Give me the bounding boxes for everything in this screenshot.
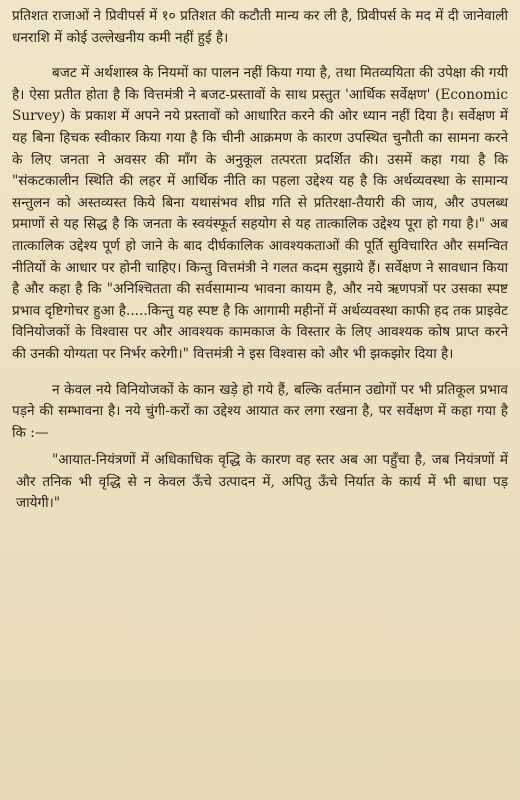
paragraph-privy-purse: प्रतिशत राजाओं ने प्रिवीपर्स में १० प्रतिशत की कटौती मान्य कर ली है, प्रिवीपर्स के मद में दी जानेवाली धनराशि में कोई उल्लेखनीय कमी नहीं हुई है। bbox=[12, 8, 508, 46]
quote-import-controls: "आयात-नियंत्रणों में अधिकाधिक वृद्धि के कारण वह स्तर अब आ पहुँचा है, जब नियंत्रणों में और तनिक भी वृद्धि से न केवल ऊँचे उत्पादन में, अपितु ऊँचे निर्यात के कार्य में भी बाधा पड़ जायेगी।" bbox=[16, 452, 508, 512]
paragraph-budget-critique: बजट में अर्थशास्त्र के नियमों का पालन नहीं किया गया है, तथा मितव्ययिता की उपेक्षा की गयी है। ऐसा प्रतीत होता है कि वित्तमंत्री ने बजट-प्रस्तावों के साथ प्रस्तुत 'आर्थिक सर्वेक्षण' (Economic Survey) के प्रकाश में अपने नये प्रस्तावों को आधारित करने की ओर ध्यान नहीं दिया है। सर्वेक्षण में यह बिना हिचक स्वीकार किया गया है कि चीनी आक्रमण के कारण उपस्थित चुनौती का सामना करने के लिए जनता ने अवसर की माँग के अनुकूल तत्परता प्रदर्शित की। उसमें कहा गया है कि "संकटकालीन स्थिति की लहर में आर्थिक नीति का पहला उद्देश्य यह है कि अर्थव्यवस्था के सामान्य सन्तुलन को अस्तव्यस्त किये बिना यथासंभव शीघ्र गति से प्रतिरक्षा-तैयारी की जाय, और उपलब्ध प्रमाणों से यह सिद्ध है कि जनता के स्वयंस्फूर्त सहयोग से यह तात्कालिक उद्देश्य पूरा हो गया है।" अब तात्कालिक उद्देश्य पूर्ण हो जाने के बाद दीर्घकालिक आवश्यकताओं की पूर्ति सुविचारित और समन्वित नीतियों के आधार पर होनी चाहिए। किन्तु वित्तमंत्री ने गलत कदम सुझाये हैं। सर्वेक्षण ने सावधान किया है और कहा है कि "अनिश्चितता की सर्वसामान्य भावना कायम है, और नये ऋणपत्रों पर उसका स्पष्ट प्रभाव दृष्टिगोचर हुआ है.....किन्तु यह स्पष्ट है कि आगामी महीनों में अर्थव्यवस्था काफी हद तक प्राइवेट विनियोजकों के विश्वास पर और आवश्यक कामकाज के विस्तार के लिए आवश्यक कोष प्राप्त करने की उनकी योग्यता पर निर्भर करेगी।" वित्तमंत्री ने इस विश्वास को और भी झकझोर दिया है। bbox=[12, 65, 508, 362]
paragraph-investors: न केवल नये विनियोजकों के कान खड़े हो गये हैं, बल्कि वर्तमान उद्योगों पर भी प्रतिकूल प्रभाव पड़ने की सम्भावना है। नये चुंगी-करों का उद्देश्य आयात कर लगा रखना है, पर सर्वेक्षण में कहा गया है कि :— bbox=[12, 381, 508, 441]
